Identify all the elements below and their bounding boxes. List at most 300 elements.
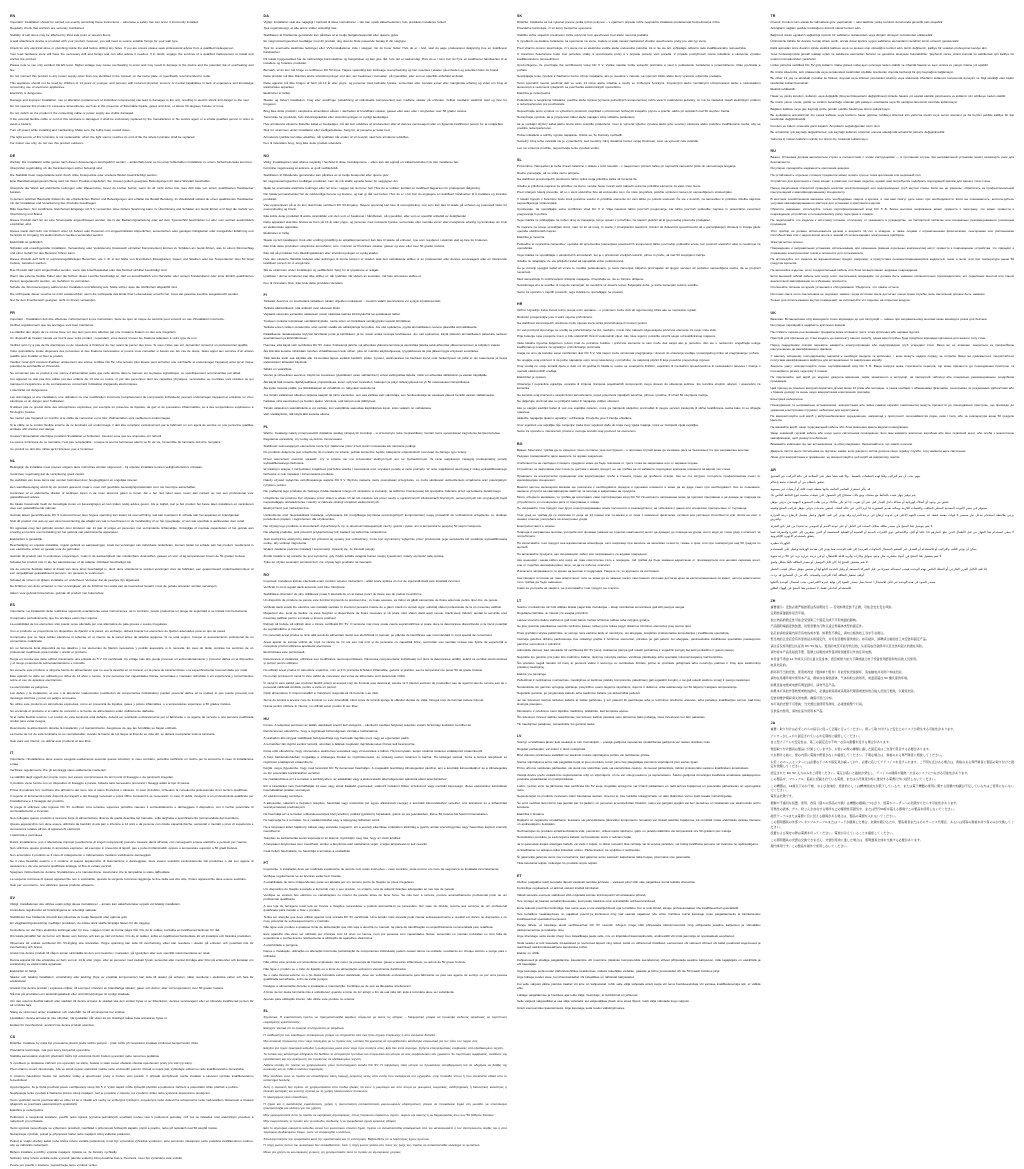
instruction-paragraph: Se il cavo flessibile esterno o il cordone di questo apparecchio di illuminazione è danneggiato, deve essere sostituito esclusivamente dal produttore o dal suo agente di assistenza o da una persona qualificata analoga, al fine di evitare pericoli. [10, 859, 254, 868]
instruction-paragraph: Cet appareil ne doit pas être utilisé par des enfants de 14 ans ou moins, ni par des personnes dont les capacités physiques, sensorielles ou mentales sont réduites ou qui manquent d'expérience et de connaissances concernant l'utilisation d'appareils électroniques. [10, 377, 254, 386]
instruction-paragraph: Sähkö on vaarallista. [263, 366, 293, 371]
instruction-paragraph: 重要提示：安装必须严格按照这些说明进行 — 否则如果安装不正确，可能会发生安全风险。 [770, 604, 895, 609]
instruction-paragraph: Your load hardware store will have the necessary drill and fixings and can offer advice if needed. If in doubt, engage the services of a qualified tradesperson to install and anchor the product. [10, 52, 254, 61]
instruction-paragraph: Important: Installation should be carried out exactly according these instructions – otherwise a safety risk can occur if incorrectly installed. [10, 19, 199, 24]
instruction-paragraph: 如果连接电缆或电源有明显损坏，请勿开启产品。 [770, 682, 838, 687]
instruction-paragraph: Não ligue o produto se o cabo de ligação ou a fonte de alimentação estiverem visivelmente danificados. [263, 966, 407, 971]
instruction-paragraph: В местном хозяйственном магазине есть необходимые свёрла и крепёж, и там вам смогут дать совет при необходимости. Если вы сомневаетесь, воспользуйтесь услугами квалифицированного мастера для установки и крепления изделия. [770, 196, 1014, 205]
instruction-paragraph: У вашому місцевому господарському магазині є необхідні свердла та кріплення, і вони можуть надати пораду за потреби. Якщо ви сумніваєтеся, скористайтеся послугами кваліфікованого майстра для встановлення та закріплення виробу. [770, 353, 1014, 362]
instruction-paragraph: Desconecte la alimentación durante la instalación y el mantenimiento. Asegúrese de que las bombillas se hayan enfriado. [10, 725, 178, 730]
instruction-paragraph: Kontrollera om det finns elektriska ledningar eller rör inne i väggen innan du borrar några hål. Om du är osäker, kontakta en kvalificerad fackman för råd. [10, 927, 221, 932]
instruction-paragraph: Μην ενεργοποιείτε το προϊόν εάν το καλώδιο σύνδεσης ή το τροφοδοτικό έχουν εμφανείς φθορές. [263, 1119, 397, 1124]
instruction-paragraph: Η σταθερότητα των ελεύθερων αντικειμένων μπορεί να επηρεαστεί από ένα τρίτο σημείο στερέωσης ή από ανώμαλα δάπεδα. [263, 1032, 436, 1037]
instruction-paragraph: Viktigt: Installationen ska utföras exakt enligt dessa instruktioner – annars kan säkerhetsrisker uppstå vid felaktig installation. [10, 901, 181, 906]
instruction-paragraph: Dieses Produkt darf nicht in explosionsgefährdeten Bereichen, wie z. B. in der Nähe von brennbaren Flüssigkeiten, Gasen und Stäuben oder bei Temperaturen über 50 Grad Celsius, betrieben werden. [10, 257, 254, 266]
instruction-paragraph: Ljuskällan i denna armatur är inte utbytbar; när ljuskällan når slutet av sin livslängd måste hela armaturen bytas ut. [10, 1016, 168, 1021]
instruction-paragraph: Fontos: A telepítést pontosan az alábbi utasítások szerint kell elvégezni – ellenkező esetben helytelen telepítés esetén biztonsági kockázat merülhet fel. [263, 722, 472, 727]
instruction-paragraph: Bu aydınlatma armatürünün dış esnek kablosu veya kordonu hasar görürse, tehlikeyi önlemek için yalnızca üretici veya servis acentesi ya da benzer şekilde kalifiye bir kişi tarafından değiştirilmelidir. [770, 113, 1014, 122]
instruction-paragraph: Als de externe flexibele kabel of draad van deze lamp beschadigd is, dient deze uitsluitend te worden vervangen door de fabrikant, een geautoriseerd onderhoudsmonteur of een vergelijkbaar gekwalificeerd persoon, om gevaren te voorkomen. [10, 566, 254, 576]
instruction-paragraph: Ak je vonkajší ohybný kábel alebo šnúra tohto svietidla poškodená, musí ju vymeniť výlučne výrobca alebo jeho servisný zástupca alebo podobne kvalifikovaná osoba, aby sa predišlo nebezpečenstvu. [517, 121, 761, 131]
instruction-paragraph: Tämän valaisimen valonlähdettä ei voi vaihtaa; kun valonlähde saavuttaa käyttöikänsä lopun, koko valaisin on vaihdettava. [263, 405, 432, 410]
instruction-paragraph: Перед свердлінням отворів перевірте наявність електропроводки або водопровідних труб усередині стіни. Якщо ви не впевнені, зверніться за професійною консультацією до кваліфікованого фахівця. [770, 342, 1014, 352]
instruction-paragraph: Isključite napajanje tijekom ugradnje i održavanja. Provjerite jesu li žarulje ohlađene. [517, 416, 633, 421]
instruction-paragraph: Non utilizzare questo prodotto in atmosfere esplosive, ad esempio in presenza di liquidi, gas e polveri infiammabili, oppure a temperature superiori a 50 gradi Celsius. [10, 846, 238, 851]
language-section-cs [10, 1035, 254, 1169]
instruction-paragraph: Spegnere l'alimentazione durante l'installazione e la manutenzione. Assicurarsi che le lampadine si siano raffreddate. [10, 870, 171, 875]
instruction-paragraph: Не підключайте цей виріб до жодного джерела живлення, окрім зазначеного в інструкції, на паспортній табличці або спеціально рекомендованого роздрібним продавцем. [770, 375, 1014, 384]
language-code: LT [517, 598, 522, 603]
instruction-paragraph: 损坏和不当的安装、使用或改装（更换单个组件）可能导致设备损坏，造成触电并对用户构成危险。 [770, 669, 905, 674]
instruction-paragraph: Redno preverjajte, ali so sidra varno pritrjena. [517, 170, 580, 175]
instruction-paragraph: Ne uključujte proizvod ako su priključni kabel ili napajanje vidljivo oštećeni. [517, 399, 620, 404]
instruction-paragraph: 損傷や不適切な設置、使用、改造（個々の部品の交換）は機器の損傷につながり、感電やユーザーへの危険をもたらす可能性があります。 [770, 800, 960, 805]
instruction-paragraph: In deinem örtlichen Baumarkt findest du die erforderlichen Bohrer und Befestigungen und erhältst bei Bedarf Beratung. Im Zweifelsfall solltest du einen qualifizierten Handwerker mit der Installation und Verankerung des Produkts beauftragen. [10, 196, 254, 205]
instruction-paragraph: Csak beltéri használatra, ne használja a terméket a szabadban. [263, 848, 351, 853]
instruction-paragraph: A eletricidade é perigosa. [263, 942, 299, 947]
instruction-paragraph: The light source of this luminaire is not replaceable; when the light source reaches its end of life the whole luminaire shall be replaced. [10, 134, 196, 139]
instruction-paragraph: Dette apparatet skal ikke brukes av barn på 14 år eller yngre, og personer med reduserte fysiske, sensoriske eller mentale evner eller manglende erfaring og kunnskap om bruk av elektroniske apparater. [263, 220, 507, 229]
instruction-paragraph: La sorgente luminosa di questo apparecchio non è sostituibile; quando la sorgente luminosa raggiunge la fine della sua vita utile, l'intero apparecchio deve essere sostituito. [10, 876, 247, 881]
instruction-paragraph: Nie używaj tego produktu w atmosferach wybuchowych, np. w obecności łatwopalnych cieczy, gazów i pyłów, ani w temperaturze powyżej 50 stopni Celsjusza. [263, 523, 482, 528]
language-code: NO [263, 153, 270, 158]
instruction-paragraph: Nu utilizați acest produs în atmosfere explozive, cum ar fi în prezența lichidelor inflamabile, gazelor și prafului, sau la temperaturi de peste 50 de grade Celsius. [263, 667, 483, 672]
instruction-paragraph: N'utilisez pas ce produit dans des atmosphères explosives, par exemple en présence de liquides, de gaz et de poussières inflammables, ou à des températures supérieures à 50 degrés Celsius. [10, 405, 254, 414]
instruction-paragraph: Questo apparecchio non deve essere utilizzato da bambini di età pari o inferiore a 14 anni e da persone con ridotte capacità fisiche, sensoriali o mentali o prive di esperienza e conoscenza relative all'uso di apparecchi elettronici. [10, 822, 254, 831]
instruction-paragraph: Poškodenie a nesprávna inštalácia, použitie alebo úprava (výmena jednotlivých komponentov) môžu viesť k poškodeniu jednotky, čo má za následok zásah elektrickým prúdom a nebezpečenstvo pre používateľa. [517, 97, 761, 107]
instruction-paragraph: Pravidelně kontrolujte, zda jsou kotvy bezpečně upevněné. [10, 1047, 91, 1052]
instruction-paragraph: Solo para uso interior, no utilizar este producto al aire libre. [10, 738, 92, 743]
instruction-paragraph: Не используйте это изделие во взрывоопасных средах, например, в присутствии легковоспламеняющихся жидкостей, газов и пыли, или при температуре выше 50 градусов Цельсия. [770, 257, 1014, 266]
instruction-paragraph: En vægmonteringsenhed medfølger med dit produkt, dog skal du finde passende beslag til din vægtype. [263, 39, 407, 44]
language-section-bg [517, 442, 761, 593]
instruction-paragraph: Urządzenie nie powinno być używane przez dzieci w wieku 14 lat lub młodsze ani przez osoby o ograniczonych zdolnościach fizycznych, sensorycznych lub umysłowych bądź nieposiadające doświadczenia i wiedzy w zakresie obsługi urządzeń elektronicznych. [263, 495, 507, 504]
instruction-paragraph: Kun til indendørs brug, brug ikke dette produkt udendørs. [263, 141, 343, 146]
instruction-paragraph: Nie podłączaj tego produktu do żadnego źródła zasilania innego niż określone w instrukcji, na tabliczce znamionowej lub specjalnie zalecane przez sprzedawcę detalicznego. [263, 489, 502, 493]
instruction-paragraph: Regularly check that anchors are securely maintained. [10, 26, 85, 31]
instruction-paragraph: Vigtigt: Installation skal ske nøjagtigt i henhold til disse instruktioner – der kan opstå sikkerhedsrisici, hvis produktet installeres forkert. [263, 19, 447, 24]
instruction-paragraph: Tärkeää: Asennus on suoritettava tarkalleen näiden ohjeiden mukaisesti – muutoin väärin asennettuna voi syntyä turvallisuusriski. [263, 299, 442, 304]
instruction-paragraph: Только для использования внутри помещений, не используйте это изделие на открытом воздухе. [770, 298, 911, 303]
instruction-paragraph: Повреждение и неправильная установка, использование или изменение (замена отдельных компонентов) могут привести к повреждению устройства, что приведёт к поражению электрическим током и опасности для пользователя. [770, 246, 1014, 255]
instruction-paragraph: Rendszeresen ellenőrizze, hogy a rögzítések biztonságosan vannak-e karbantartva. [263, 729, 379, 734]
instruction-paragraph: Dette apparat må ikke bruges af børn på 14 år eller yngre, og personer med nedsatte fysiske, sensoriske eller mentale evner eller manglende erfaring og viden om brug af elektroniske apparater. [263, 80, 507, 89]
instruction-paragraph: 重要：取り付けは必ずこれらの指示に従って正確に行ってください。誤って取り付けると安全上のリスクが発生する可能性があります。 [770, 727, 957, 732]
instruction-paragraph: Šī gaismekļa gaismas avots nav nomaināms; kad gaismas avots sasniedz kalpošanas laika beigas, jānomaina viss gaismeklis. [517, 854, 691, 859]
instruction-paragraph: Do not operate this product in excessive atmospheres, such as in the presence of flammable liquids, gases and dust, or above 50 degrees Celsius or more. [10, 104, 225, 109]
instruction-paragraph: Telepítés és karbantartás során kapcsolja ki az áramot. Győződjön meg róla, hogy az izzók lehűltek. [263, 835, 402, 840]
instruction-paragraph: Len na vnútorné použitie, nepoužívajte tento výrobok vonku. [517, 145, 600, 150]
instruction-paragraph: يتم توفير جهاز تثبيت بالحائط مع منتجك، ومع ذلك، ستحتاج إلى الحصول على تثبيتات مناسبة لنوع الحائط الخاص بك. [770, 493, 917, 498]
instruction-paragraph: Bağımsız duran eşyaların sağlamlığı üçüncü bir sabitleme noktasından veya düzgün olmayan zeminlerden etkilenebilir. [770, 32, 934, 37]
instruction-paragraph: Vauriot ja virheellinen asennus, käyttö tai muutokset (yksittäisten osien vaihtaminen) voivat vahingoittaa laitetta, mikä voi aiheuttaa sähköiskun ja vaaran käyttäjälle. [263, 373, 488, 378]
instruction-paragraph: Kahjustused ja ebaõige paigaldamine, kasutamine või muutmine (üksikute komponentide asendamine) võivad põhjustada seadme kahjustusi, mille tagajärjeks on elektrilöök ja oht kasutajale. [517, 957, 761, 967]
instruction-paragraph: Beschadiging en onjuiste installatie, onjuist gebruik en aanpassingen, zoals het vervangen van individuele onderdelen, kunnen leiden tot schade aan het product, resulterend in een elektrische schok en gevaar voor de gebruiker. [10, 543, 254, 552]
instruction-paragraph: Anslut inte denna produkt till någon annan strömkälla än den som beskrivs i manualen, på typskylten eller som specifikt rekommenderas av retail. [10, 951, 211, 956]
instruction-paragraph: Samo za uporabu u zatvorenom prostoru, nemojte koristiti ovaj proizvod na otvorenom. [517, 429, 637, 434]
language-section-zh [771, 599, 1015, 715]
instruction-paragraph: Vérifiez régulièrement que les ancrages sont bien maintenus. [10, 323, 95, 328]
instruction-paragraph: Ha a lámpatest külső hajlékony kábele vagy vezetéke megsérül, azt a veszély elkerülése érdekében kizárólag a gyártó, annak szervizügynöke vagy hasonlóan képzett személy cserélheti ki. [263, 824, 507, 834]
instruction-paragraph: Tarkista ennen reikien poraamista, ettei seinän sisällä ole sähköjohtoja tai putkia. Jos olet epävarma, pyydä ammattilaisen neuvoa pätevältä ammattilaiselta. [263, 325, 478, 330]
instruction-paragraph: أوقف تشغيل الطاقة أثناء التركيب والصيانة. تأكد من أن المصابيح قد بردت. [770, 573, 865, 578]
instruction-paragraph: Светлинният източник на това осветително тяло не може да се заменя; когато светлинният източник достигне края на експлоатационния си живот, цялото осветително тяло трябва да бъде заменено. [517, 575, 761, 584]
instruction-paragraph: لا تقم بتشغيل المنتج إذا كان كابل التوصيل أو مصدر الطاقة تالفًا بشكل واضح. [770, 560, 869, 565]
instruction-paragraph: Deteriorarea și instalarea, utilizarea sau modificarea necorespunzătoare (înlocuirea componentelor individuale) pot duce la deteriorarea unității, având ca rezultat electrocutarea și pericol pentru utilizator. [263, 656, 507, 666]
instruction-paragraph: Nur für den Innenbereich geeignet, nicht im Freien verwenden. [10, 298, 97, 303]
instruction-paragraph: Teie kohalikus rauakaupluses on vajalikud puurid ja kinnitused ning nad saavad vajadusel nõu anda. Kahtluse korral kasutage toote paigaldamiseks ja kinnitamiseks kvalifitseeritud spetsialisti teenuseid. [517, 912, 761, 921]
instruction-paragraph: Dieses Gerät darf nicht von Kindern unter 14 Jahren oder Personen mit eingeschränkten körperlichen, sensorischen oder geistigen Fähigkeiten oder mangelnder Erfahrung und Kenntnis im Umgang mit elektronischen Geräten verwendet werden. [10, 228, 254, 238]
instruction-paragraph: お近くのホームセンターには必要なドリルや固定具が揃っており、必要に応じてアドバイスを受けられます。ご不明な点がある場合は、資格のある専門業者に製品の取り付けと固定を依頼してください。 [770, 759, 1014, 769]
instruction-paragraph: Veuillez noter qu'il convient d'utiliser uniquement une entrée certifiée DC 5V. Une tension plus élevée peut entraîner une surchauffe et endommager l'appareil, ainsi qu'un risque potentiel de surchauffe et d'incendie. [10, 360, 254, 369]
instruction-paragraph: Стабилността на свободно стоящите предмети може да бъде повлияна от трета точка на закрепване или от неравни подове. [517, 460, 699, 465]
language-section-en [10, 14, 254, 148]
instruction-paragraph: Bu cihaz 14 yaş ve altındaki çocuklar ile fiziksel, duyusal veya zihinsel yetenekleri azalmış veya elektronik cihazların kullanımı konusunda deneyim ve bilgi eksikliği olan kişiler tarafından kullanılmamalıdır. [770, 76, 1014, 85]
instruction-paragraph: Ważne: Instalację należy przeprowadzić dokładnie według niniejszych instrukcji – w przeciwnym razie nieprawidłowy montaż może spowodować zagrożenie bezpieczeństwa. [263, 430, 501, 435]
instruction-paragraph: Αυτή η συσκευή δεν πρέπει να χρησιμοποιείται από παιδιά ηλικίας 14 ετών ή μικρότερα και από άτομα με μειωμένες σωματικές, αισθητηριακές ή διανοητικές ικανότητες ή έλλειψη εμπειρίας και γνώσης σχετικά με τη χρήση ηλεκτρονικών συσκευών. [263, 1084, 507, 1093]
instruction-paragraph: Na stabilnost prostostoječih predmetov lahko vpliva tretja pritrdilna točka ali neravna tla. [517, 177, 638, 182]
instruction-paragraph: 安装和维护期间请关闭电源。确保灯泡已冷却。 [770, 695, 835, 700]
instruction-paragraph: Pange tähele, et kasutage ainult sertifitseeritud DC 5V sisendit. Kõrgem pinge võib põhjustada ülekuumenemist ning põhjustada seadme kahjustusi ja võimalikku ülekuumenemise ja tulekahju ohtu. [517, 923, 761, 932]
instruction-paragraph: Ne csatlakoztassa ezt a terméket a kézikönyvben, az adattáblán vagy a kiskereskedő által kifejezetten ajánlottól eltérő áramforráshoz. [263, 777, 448, 782]
instruction-paragraph: Vær oppmerksom på at du kun skal bruke sertifisert DC 5V-inngang. Høyere spenning kan føre til overoppheting, noe som kan føre til skade på enheten og potensiell risiko for overoppheting og brann. [263, 203, 507, 212]
instruction-paragraph: 请勿在易爆环境中使用本产品，例如存在易燃液体、气体和粉尘的场所，或温度超过 50 摄氏度的环境。 [770, 676, 911, 681]
instruction-paragraph: Elektriciteit is gevaarlijk. [10, 536, 43, 541]
instruction-paragraph: アンカーがしっかり固定されているか定期的に確認してください。 [770, 733, 862, 738]
language-code: ZH [770, 598, 776, 603]
instruction-paragraph: Izdelka ne vklapljajte, če sta priključni kabel ali napajalnik vidno poškodovana. [517, 259, 625, 264]
column-4 [771, 14, 1015, 1014]
instruction-paragraph: 产品随附墙面安装装置，但您需要自行购买适合您墙体类型的固定件。 [770, 624, 865, 629]
instruction-paragraph: Należy używać wyłącznie certyfikowanego wejścia DC 5 V. Wyższe napięcie może powodować przegrzanie, co może skutkować uszkodzeniem urządzenia oraz potencjalnym ryzykiem pożaru. [263, 478, 507, 487]
instruction-paragraph: Вашият местен железарски магазин ще разполага с необходимите свредла и крепежни елементи и може да ви даде съвет при необходимост. Ако се съмнявате, наемете услугите на квалифициран майстор за монтаж и закрепване на продукта. [517, 484, 761, 493]
instruction-paragraph: Lūdzu, ņemiet vērā, ka jāizmanto tikai sertificēta DC 5V ieeja. Augstāks spriegums var izraisīt pārkaršanu un radīt ierīces bojājumus un potenciālu pārkaršanas un ugunsgrēka risku. [517, 783, 761, 792]
instruction-paragraph: Stabiliteten til frittstående gjenstander kan påvirkes av et tredje festepunkt eller ujevne gulv. [263, 172, 389, 177]
instruction-paragraph: Rețineți că trebuie să utilizați doar o intrare certificată DC 5V. O tensiune mai mare poate cauza supraîncălzirea și poate duce la deteriorarea dispozitivului și la riscul potențial de supraîncălzire și incendiu. [263, 622, 507, 631]
instruction-paragraph: Lütfen yalnızca sertifikalı DC 5V giriş kullanın. Daha yüksek voltaj aşırı ısınmaya neden olabilir ve cihazda hasara ve aşırı ısınma ve yangın riskine yol açabilir. [770, 63, 989, 68]
instruction-paragraph: لا تقم بتوصيل هذا المنتج بأي مصدر طاقة بخلاف المحدد في الدليل أو على لوحة الاسم أو الموصى به تحديدًا من قبل بائع التجزئة. [770, 523, 934, 528]
instruction-paragraph: Opriți alimentarea în timpul instalării și întreținerii. Asigurați-vă că becurile s-au răcit. [263, 691, 379, 696]
instruction-paragraph: Te naprave ne smejo uporabljati otroci, stari 14 let ali manj, in osebe z zmanjšanimi telesnimi, čutnimi ali duševnimi sposobnostmi ali s pomanjkanjem izkušenj in znanja glede uporabe elektronskih naprav. [517, 224, 761, 233]
instruction-paragraph: Jos tämän valaisimen ulkoinen taipuisa kaapeli tai johto vaurioituu, sen saa vaihtaa vain valmistaja, sen huoltoedustaja tai vastaava pätevä henkilö vaaran välttämiseksi. [263, 392, 495, 397]
instruction-paragraph: Überprüfen regelmäßig, ob die Verankerungen sicher befestigt sind. [10, 166, 103, 171]
instruction-paragraph: Lyskilden i denne armaturen kan ikke skiftes ut; når lyskilden når slutten av levetiden, må hele armaturen skiftes ut. [263, 274, 422, 279]
instruction-paragraph: La stabilité des objets de ce même fixée sur des tiers peut être affectée par une troisième fixation ou des sols irréguliers. [10, 329, 177, 334]
instruction-paragraph: La fuente de luz de esta luminaria no es reemplazable; cuando la fuente de luz llegue al final de su vida útil, se deberá reemplazar toda la luminaria. [10, 732, 216, 737]
instruction-paragraph: Si le câble ou le cordon flexible externe de ce luminaire est endommagé, il doit être remplacé exclusivement par le fabricant ou son agent de service ou une personne qualifiée similaire afin d'éviter tout danger. [10, 422, 254, 432]
instruction-paragraph: 本灯具的光源不可更换；当光源达到使用寿命时，必须更换整个灯具。 [770, 702, 865, 707]
instruction-paragraph: Bu ürünü kılavuzda, isim plakasında veya perakendeci tarafından özellikle önerilenler dışında herhangi bir güç kaynağına bağlamayın. [770, 69, 955, 74]
language-section-sk [517, 14, 761, 152]
instruction-paragraph: Do produktu dołączone jest urządzenie do montażu na ścianie, jednak konieczne będzie zakupienie odpowiednich mocowań do danego typu ściany. [263, 450, 467, 455]
instruction-paragraph: Ne kapcsolja be a terméket, ha a csatlakozókábel vagy a tápegység láthatóan sérült. [263, 818, 381, 823]
instruction-paragraph: Stabilitu voľne stojacich predmetov môže ovplyvniť tretí upevňovací bod alebo nerovná podlaha. [517, 32, 649, 37]
instruction-paragraph: Använd inte denna produkt i explosiva miljöer, till exempel i närvaro av brandfarliga vätskor, gaser och damm, eller vid temperaturer över 50 grader Celsius. [10, 985, 225, 990]
instruction-paragraph: L'électricité est dangereuse. [10, 388, 49, 393]
instruction-paragraph: Coupez l'alimentation électrique pendant l'installation et l'entretien. Assurez-vous que les ampoules ont refroidi. [10, 433, 163, 438]
instruction-paragraph: Samo za uporabo v zaprtih prostorih, tega izdelka ne uporabljajte na prostem. [517, 289, 625, 294]
instruction-paragraph: На устойчивость отдельно стоящих предметов может влиять третья точка крепления или неровный пол. [770, 172, 922, 177]
language-code: PT [263, 861, 269, 866]
instruction-paragraph: Electricity is dangerous. [10, 91, 43, 96]
instruction-paragraph: تحقق بانتظام من أن المثبتات مثبتة بإحكام. [770, 480, 825, 485]
instruction-paragraph: Turn off power while installing and maintaining. Make sure the bulbs have cooled down. [10, 128, 131, 133]
column-2 [263, 14, 508, 1154]
instruction-paragraph: Sursa de lumină a acestui corp de iluminat nu este înlocuibilă; când sursa de lumină ajunge la sfârșitul duratei de viață, întregul corp de iluminat trebuie înlocuit. [263, 697, 484, 702]
instruction-paragraph: Nie włączaj produktu, jeśli przewód przyłączeniowy lub zasilacz są widocznie uszkodzone. [263, 530, 388, 535]
instruction-paragraph: Устройство для крепления к стене входит в комплект поставки изделия, однако вам потребуется подобрать подходящий крепёж для вашего типа стены. [770, 179, 991, 184]
instruction-paragraph: Tätä laitetta eivät saa käyttää alle 14-vuotiaat lapset eivätkä henkilöt, joiden fyysiset, aistinvaraiset tai henkiset kyvyt ovat heikentyneet tai joilla ei ole kokemusta ja tietoa elektronisten laitteiden käytöstä. [263, 355, 507, 365]
instruction-paragraph: Älä kytke tuotetta päälle, jos liitäntäkaapeli tai virtalähde on näkyvästi vaurioitunut. [263, 386, 377, 391]
instruction-paragraph: Elektrina je nebezpečná. [517, 91, 551, 96]
instruction-paragraph: Viktig: Installasjonen skal utføres nøyaktig i henhold til disse instruksjonene – ellers kan det oppstå en sikkerhetsrisiko hvis den installeres feil. [263, 159, 459, 164]
instruction-paragraph: Apenas para utilização interior, não utilize este produto no exterior. [263, 996, 356, 1001]
instruction-paragraph: Sluk for strømmen under installation eller vedligeholdelse. Sørg for, at pærerne er kølet ned. [263, 128, 391, 133]
instruction-paragraph: Reguliariai tikrinkite, ar inkarai yra saugiai pritvirtinti. [517, 611, 589, 616]
instruction-paragraph: Bağlantı kablosu veya güç kaynağı gözle görülür şekilde hasarlıysa ürünü çalıştırmayın. [770, 106, 891, 111]
instruction-paragraph: No encienda el producto si el cable de conexión o la fuente de alimentación están visiblemente dañados. [10, 708, 155, 713]
language-code: FR [10, 310, 15, 315]
instruction-paragraph: De lichtbron van deze armatuur is niet vervangbaar; als de lichtbron het einde van de levensduur bereikt, moet de gehele armatuur worden vervangen. [10, 584, 218, 589]
instruction-paragraph: Pred vrtanjem lukenj preverite, ali so v steni električne žice ali vodovodne cevi. Če niste prepričani, poiščite strokovni nasvet pri usposobljenem strokovnjaku. [517, 190, 733, 195]
instruction-paragraph: Svarbu: montavimas turi būti atliktas tiksliai pagal šias instrukcijas – kitaip netinkamai sumontavus gali kilti pavojus saugai. [517, 604, 685, 609]
instruction-paragraph: 自立型アイテムの安定性は、第三の固定点や不均一な床の影響を受ける場合があります。 [770, 740, 892, 745]
instruction-paragraph: Wyłącz zasilanie podczas instalacji i konserwacji. Upewnij się, że żarówki ostygły. [263, 547, 376, 552]
language-section-lt [517, 599, 761, 728]
instruction-paragraph: Ikke bruk dette produktet i eksplosive atmosfærer, som i nærvær av brennbare væsker, gasser og støv, eller over 50 grader Celsius. [263, 244, 446, 249]
instruction-paragraph: Este aparato no debe ser utilizado por niños de 14 años o menos, ni por personas con capacidades físicas, sensoriales o mentales reducidas o sin experiencia y conocimientos sobre el uso de aparatos electrónicos. [10, 674, 254, 683]
language-code: BG [517, 441, 523, 446]
instruction-paragraph: Ne spajajte ovaj proizvod ni na jedno napajanje osim onog navedenog u priručniku, na natpisnoj pločici ili koje posebno preporučuje trgovac. [517, 357, 711, 362]
instruction-paragraph: L'elettricità è pericolosa. [10, 833, 43, 838]
language-section-ar [771, 468, 1015, 593]
instruction-paragraph: 接続ケーブルまたは電源に目に見える損傷がある場合は、製品の電源を入れないでください。 [770, 813, 899, 818]
instruction-paragraph: Importante: l'installazione deve essere eseguita esattamente secondo queste istruzioni; in caso contrario, potrebbe verificarsi un rischio per la sicurezza in caso di installazione errata. [10, 757, 254, 766]
instruction-paragraph: Този уред не трябва да се използва от деца на 14 години или по-малки и от лица с намалени физически, сетивни или умствени способности или липса на опит и знания относно употребата на електронни уреди. [517, 512, 761, 522]
instruction-paragraph: Armaturets lyskilde kan ikke udskiftes; når lyskilden når enden af sin levetid, skal hele armaturet udskiftes. [263, 134, 410, 139]
language-section-uk [771, 311, 1015, 462]
instruction-paragraph: Не включвайте продукта, ако свързващият кабел или захранването са видимо повредени. [517, 551, 648, 556]
instruction-paragraph: Ο ηλεκτρισμός είναι επικίνδυνος. [263, 1095, 309, 1100]
instruction-paragraph: Die Lichtquelle dieser Leuchte ist nicht austauschbar; wenn die Lichtquelle das Ende ihrer Lebensdauer erreicht hat, muss die gesamte Leuchte ausgetauscht werden. [10, 291, 239, 296]
instruction-paragraph: Dit lokale byggemarked har de nødvendige boremaskiner og fastgørelser og kan give råd, hvis det er nødvendigt. Hvis du er i tvivl, bør du hyre en kvalificeret håndværker til at installere og forankre produktet. [263, 56, 507, 66]
instruction-paragraph: A termékhez fali rögzítő eszköz tartozik, azonban a falának megfelelő rögzítőelemeket Önnek kell beszereznie. [263, 742, 416, 747]
instruction-paragraph: Не вмикайте виріб, якщо з'єднувальний кабель або блок живлення мають видимі пошкодження. [770, 424, 909, 429]
language-section-pl [264, 425, 508, 567]
instruction-paragraph: Não ligue este produto a qualquer fonte de alimentação que não seja a descrita no manual, na placa de identificação ou especificamente recomendada pelo retalhista. [263, 925, 494, 930]
instruction-paragraph: Якщо зовнішній гнучкий кабель або шнур цього світильника пошкоджено, його має замінити виключно виробник або його сервісний агент, або особа з аналогічною кваліфікацією, щоб уникнути небезпеки. [770, 431, 1014, 440]
instruction-paragraph: Електрика небезпечна. [770, 396, 804, 401]
instruction-paragraph: 您当地的五金店会有所需的钻头和固定件，并可在需要时提供建议。如有疑问，请聘请合格的技工来安装和固定产品。 [770, 637, 929, 642]
instruction-paragraph: Kui selle valgusti väline painduv kaabel või juhe on kahjustatud, tohib selle välja vahetada ainult tootja või tema hooldusesindaja või sarnase kvalifikatsiooniga isik, et vältida ohtu. [517, 981, 761, 991]
instruction-paragraph: Důležité: Instalace by měla být provedena přesně podle těchto pokynů – jinak může při nesprávné instalaci vzniknout bezpečnostní riziko. [10, 1041, 200, 1046]
instruction-paragraph: Ja šī gaismekļa ārējais elastīgais kabelis vai vads ir bojāts, to drīkst nomainīt tikai ražotājs vai tā servisa pārstāvis, vai līdzīgi kvalificēta persona, lai izvairītos no apdraudējuma. [517, 841, 759, 846]
instruction-paragraph: Älä käytä tätä tuotetta räjähdysalttiissa ympäristöissä, kuten syttyvien nesteiden, kaasujen ja pölyn läheisyydessä tai yli 50 celsiusasteen lämpötiloissa. [263, 379, 471, 384]
instruction-paragraph: مصدر الضوء في هذه الوحدة غير قابل للاستبدال؛ عندما يصل مصدر الضوء إلى نهاية عمره الافتراضي، يجب استبدال الوحدة بأكملها. [770, 579, 937, 584]
instruction-paragraph: Ikke koble dette produktet til andre strømkilder enn den som er beskrevet i håndboken, på typeskiltet, eller som er spesifikt anbefalt av detaljhandel. [263, 213, 467, 218]
instruction-paragraph: Elektricitet je opasan. [517, 375, 547, 380]
instruction-paragraph: Jeśli zewnętrzny elastyczny kabel lub przewód tej oprawy jest uszkodzony, może być wymieniony wyłącznie przez producenta, jego serwisanta lub podobnie wykwalifikowaną osobę, aby uniknąć zagrożenia. [263, 536, 507, 545]
instruction-paragraph: Tuotteen mukana toimitetaan seinäkiinnityslaite, mutta sinun on hankittava seinätyyppiisi sopivat kiinnikkeet. [263, 318, 412, 323]
instruction-paragraph: W lokalnym sklepie z narzędziami znajdziesz potrzebne wiertła i mocowania oraz uzyskasz poradę w razie potrzeby. W razie wątpliwości skorzystaj z usług wykwalifikowanego fachowca w celu instalacji i zamocowania produktu. [263, 467, 507, 476]
instruction-paragraph: Šio šviestuvo šviesos šaltinis nekeičiamas; kai šviesos šaltinis pasiekia savo tarnavimo laiko pabaigą, visas šviestuvas turi būti pakeistas. [517, 715, 706, 720]
instruction-paragraph: Ärge kasutage seda toodet plahvatusohtlikus keskkonnas, näiteks tuleohtlike vedelike, gaaside ja tolmu juuresolekul või üle 50 kraadi Celsiuse järgi. [517, 968, 721, 973]
instruction-paragraph: سيتوفر في متجر الأدوات المعدنية المحلي المثاقب والتثبيتات اللازمة ويمكنه تقديم المشورة إذا لزم الأمر. في حالة الشك، استعن بخدمات حرفي مؤهل لتركيب المنتج وتثبيته. [770, 506, 989, 511]
instruction-paragraph: Na stabilnost samostojećih predmeta može utjecati treća točka pričvršćivanja ili neravni podovi. [517, 321, 648, 326]
instruction-paragraph: S výrobkom sa dodáva zariadenie na upevnenie na stenu, budete si však musieť zaobstarať vhodné upevňovacie prvky pre váš typ steny. [517, 39, 707, 44]
instruction-paragraph: En veggmonteringsenhet medfølger produktet, men du må skaffe egnede fester for veggtypen din. [263, 179, 399, 184]
instruction-paragraph: Izvor svjetlosti ove svjetiljke nije zamjenjiv; kada izvor svjetlosti dođe do kraja svog vijeka trajanja, mora se zamijeniti cijela svjetiljka. [517, 422, 699, 427]
instruction-paragraph: Před vrtáním otvorů zkontrolujte, zda ve stěně nejsou elektrické vodiče nebo vodovodní potrubí. Pokud si nejste jisti, vyhledejte odbornou radu kvalifikovaného řemeslníka. [10, 1067, 245, 1072]
instruction-paragraph: Uszkodzenie oraz nieprawidłowa instalacja, użytkowanie lub modyfikacja (wymiana poszczególnych komponentów) mogą prowadzić do uszkodzenia urządzenia, co skutkuje porażeniem prądem i zagrożeniem dla użytkownika. [263, 512, 507, 522]
instruction-paragraph: Atkreipkite dėmesį, kad naudokite tik sertifikuotą DC 5V įvestį. Aukštesnė įtampa gali sukelti perkaitimą ir sugadinti įrenginį bei kelti perkaitimo ir gaisro pavojų. [517, 648, 735, 653]
instruction-paragraph: Endast för inomhusbruk, använd inte denna produkt utomhus. [10, 1022, 95, 1027]
instruction-paragraph: Do not connect this product to any power supply other than one identified in the manual, on the name plate, or specifically recommended to retail. [10, 74, 211, 79]
instruction-paragraph: Izdelku je priložena naprava za pritrditev na steno, vendar boste morali sami nabaviti ustrezne pritrdilne elemente za vašo vrsto stene. [517, 183, 702, 188]
instruction-paragraph: Пристрій для кріплення до стіни входить до комплекту вашого виробу, однак вам потрібно буде придбати відповідні кріплення для вашого типу стіни. [770, 336, 986, 341]
instruction-paragraph: Redovito provjeravajte jesu li sidra sigurno pričvršćena. [517, 314, 593, 319]
instruction-paragraph: Damage and improper installation, use or alteration (replacement of individual components) can lead to damages to the unit, resulting in electric shock and danger to the user. [10, 97, 250, 102]
instruction-paragraph: Alleen voor gebruik binnenshuis, gebruik dit product niet buitenshuis. [10, 590, 105, 595]
instruction-paragraph: Σημαντικό: Η εγκατάσταση πρέπει να πραγματοποιηθεί ακριβώς σύμφωνα με αυτές τις οδηγίες – διαφορετικά μπορεί να προκύψει κίνδυνος ασφάλειας σε περίπτωση εσφαλμένης εγκατάστασης. [263, 1015, 507, 1024]
instruction-paragraph: Лише для використання в приміщенні, не використовуйте цей виріб на відкритому повітрі. [770, 455, 901, 460]
instruction-paragraph: Solo per uso interno, non utilizzare questo prodotto all'aperto. [10, 883, 95, 888]
instruction-paragraph: Prije bušenja rupa provjerite ima li u zidu električnih žica ili vodovodnih cijevi. Ako niste sigurni, potražite stručni savjet od kvalificiranog majstora. [517, 334, 716, 339]
instruction-paragraph: Моля, обърнете внимание, че трябва да използвате само сертифициран вход DC 5V. По-високото напрежение може да причини прегряване и да доведе до повреда на устройството и потенциален риск от прегряване и пожар. [517, 495, 761, 504]
instruction-paragraph: Ezt a készüléket nem használhatják 14 éves vagy annál fiatalabb gyermekek, valamint csökkent fizikai, érzékszervi vagy mentális képességű, illetve elektronikus készülékek használatában járatlan személyek. [263, 783, 507, 792]
instruction-paragraph: Magazinul dvs. local de fierărie va avea burghiul și dispozitivele de fixare necesare și vă poate oferi sfaturi dacă aveți nevoie. Dacă aveți îndoieli, apelați la serviciile unui meseriaș calificat pentru a instala și ancora produsul. [263, 611, 507, 620]
instruction-paragraph: Tenha em atenção que deve utilizar apenas uma entrada DC 5V certificada. Uma tensão mais elevada pode causar sobreaquecimento e resultar em danos no dispositivo e no risco potencial de sobreaquecimento e incêndio. [263, 914, 507, 923]
instruction-paragraph: Prima di praticare fori, verificare che all'interno del muro non vi siano fili elettrici o tubature. In caso di dubbio, richiedere la consulenza professionale di un tecnico qualificato. [10, 787, 249, 792]
instruction-paragraph: Kontrollige regulaarselt, et ankrud oleksid kindlalt kinnitatud. [517, 886, 600, 891]
instruction-paragraph: Az elektromosság veszélyes. [263, 794, 304, 799]
instruction-paragraph: Votre quincaillerie locale disposera des perceuses et des fixations nécessaires et pourra vous conseiller si besoin est. En cas de doute, faites appel aux services d'un artisan qualifié pour installer et fixer le produit. [10, 349, 254, 358]
instruction-paragraph: Nu porniți produsul în cazul în care cablul de conectare sau sursa de alimentare sunt deteriorate vizibil. [263, 674, 406, 679]
instruction-paragraph: Non accendere il prodotto se il cavo di collegamento o l'alimentatore risultano visibilmente danneggiati. [10, 852, 152, 857]
instruction-paragraph: 屋内専用です。この製品を屋外で使用しないでください。 [770, 844, 850, 849]
column-3 [517, 14, 761, 1014]
instruction-paragraph: Elektrizität ist gefährlich. [10, 239, 44, 244]
instruction-paragraph: No conecte este producto a ninguna fuente de alimentación que no sea la descrita en el manual, en la placa de características o la específicamente recomendada por retail. [10, 667, 248, 672]
language-code: NL [10, 459, 15, 464]
instruction-paragraph: Ne koristite ovaj proizvod u eksplozivnim atmosferama, poput prisutnosti zapaljivih tekućina, plinova i prašine, ili iznad 50 stupnjeva Celzija. [517, 392, 709, 397]
instruction-paragraph: Vietinėje geležies dirbinių parduotuvėje bus reikalingi grąžtai ir tvirtinimo elementai, prireikus jie gali patarti. Jei abejojate, pasinaudokite kvalifikuoto specialisto paslaugomis gaminiui sumontuoti ir pritvirtinti. [517, 637, 761, 646]
language-code: CS [10, 1035, 16, 1040]
instruction-paragraph: Stabiliteten af fritstående genstande kan påvirkes af et tredje fastgørelsespunkt eller ujævne gulve. [263, 32, 400, 37]
instruction-paragraph: قد يتأثر استقرار العناصر القائمة بذاتها بنقطة تثبيت ثالثة أو أرضيات غير مستوية. [770, 486, 872, 491]
instruction-paragraph: Verificare regolarmente che gli ancoraggi siano saldamente mantenuti. [10, 768, 107, 773]
instruction-paragraph: Vietējā dzelzs preču veikalā būs nepieciešamie urbji un stiprinājumi, un tie var sniegt padomu, ja nepieciešams. Šaubu gadījumā izmantojiet kvalificēta amatnieka pakalpojumus produkta uzstādīšanai un nostiprināšanai. [517, 772, 761, 782]
language-code: DA [263, 14, 269, 18]
instruction-paragraph: Vabalt seisvate esemete stabiilsust võib mõjutada kolmas kinnituspunkt või ebatasane põrand. [517, 892, 647, 897]
instruction-paragraph: Tikai lietošanai telpās, nelietojiet šo produktu ārpus telpām. [517, 861, 599, 866]
instruction-paragraph: En väggfästningsanordning medföljer produkten, du måste dock skaffa lämpliga fästen för din väggtyp. [10, 921, 151, 926]
instruction-paragraph: Danos e instalação, utilização ou alteração incorretas (substituição de componentes individuais) podem causar danos na unidade, resultando em choque elétrico e perigo para o utilizador. [263, 949, 507, 958]
instruction-paragraph: Si prega di utilizzare solo ingressi DC 5V certificati. Una tensione superiore potrebbe causare il surriscaldamento e danneggiare il dispositivo, con il rischio potenziale di surriscaldamento e incendio. [10, 805, 254, 814]
instruction-paragraph: V miestnom železiarstve budú mať potrebné vrtáky a upevňovacie prvky a v prípade potreby vám poradia. V prípade pochybností zverte inštaláciu a ukotvenie výrobku kvalifikovanému remeselníkovi. [517, 52, 761, 61]
instruction-paragraph: Pouze pro použití v interiéru, nepoužívejte tento výrobek venku. [10, 1162, 98, 1167]
instruction-paragraph: Počas inštalácie a údržby vypnite napájanie. Uistite sa, že žiarovky vychladli. [517, 132, 623, 137]
instruction-paragraph: 独立物品的稳定性可能会受到第三个固定点或不平坦地面的影响。 [770, 617, 859, 622]
instruction-paragraph: Не включайте изделие, если соединительный кабель или блок питания имеют видимые повреждения. [770, 267, 919, 272]
instruction-paragraph: Do not switch on the product if the connecting cable or power supply are visible damaged. [10, 110, 135, 115]
language-section-ro [264, 573, 508, 711]
instruction-paragraph: 定期检查锚固件是否牢固。 [770, 611, 808, 616]
language-section-sv [10, 896, 254, 1030]
instruction-paragraph: Μόνο για χρήση σε εσωτερικούς χώρους, μη χρησιμοποιείτε αυτό το προϊόν σε εξωτερικούς χώρους. [263, 1149, 402, 1154]
instruction-paragraph: 钻孔前请检查墙内是否有电线或水管。如果您不确定，请向合格的技工寻求专业建议。 [770, 630, 887, 635]
instruction-paragraph: Εάν το εξωτερικό εύκαμπτο καλώδιο αυτού του φωτιστικού υποστεί ζημιά, πρέπει να αντικατασταθεί αποκλειστικά από τον κατασκευαστή ή τον αντιπρόσωπο σέρβις του ή από παρόμοια εξειδικευμένο άτομο, ώστε να αποφευχθεί ο κίνδυνος. [263, 1125, 507, 1135]
instruction-paragraph: Danni, installazione, uso o alterazione impropri (sostituzione di singoli componenti) possono causare danni all'unità, con conseguenti scosse elettriche e pericolo per l'utente. [10, 839, 248, 844]
instruction-paragraph: Pravidelne kontrolujte, či sú kotvy bezpečne upevnené. [517, 26, 593, 31]
language-code: HR [517, 302, 523, 307]
instruction-paragraph: Nepievienojiet šo produktu nevienam citam barošanas avotam, izņemot to, kas norādīts rokasgrāmatā, uz datu plāksnītes vai ko īpaši iesaka mazumtirgotājs. [517, 794, 733, 799]
instruction-paragraph: Μην χρησιμοποιείτε αυτό το προϊόν σε εκρηκτικές ατμόσφαιρες, όπως παρουσία εύφλεκτων υγρών, αερίων και σκόνης ή σε θερμοκρασίες άνω των 50 βαθμών Κελσίου. [263, 1112, 495, 1117]
language-code: IT [10, 751, 14, 756]
instruction-paragraph: Изключете захранването по време на монтаж и поддръжка. Уверете се, че крушките са изстинали. [517, 569, 660, 573]
instruction-paragraph: A wall attachment device is provided with your product, however, you will need to source suitable fixings for your wall type. [10, 39, 179, 44]
language-section-da [264, 14, 508, 148]
instruction-paragraph: Verifique se existem fios elétricos ou canalizações no interior da parede antes de fazer furos. Se não tiver a certeza, procure aconselhamento profissional junto de um profissional qualificado. [263, 893, 507, 902]
language-code: LV [517, 734, 522, 739]
language-section-no [264, 154, 508, 288]
instruction-paragraph: Kontroller regelmessig at ankrene er godt vedlikeholdt. [263, 166, 339, 171]
instruction-paragraph: Paikallisesta rautakaupasta löytyvät tarvittavat porat ja kiinnikkeet, ja he voivat antaa neuvoja tarvittaessa. Jos olet epävarma, käytä pätevän ammattilaisen palveluita tuotteen asentamiseen ja kiinnittämiseen. [263, 331, 507, 341]
instruction-paragraph: 壁面取り付け器具は製品に付属していますが、お使いの壁の種類に適した固定具はご自身で用意する必要があります。 [770, 746, 932, 751]
language-code: HU [263, 716, 269, 721]
instruction-paragraph: Compruebe que no haya cables eléctricos ni tuberías en el interior de la pared antes de taladrar agujeros. Si no está seguro, busque el asesoramiento profesional de un comerciante cualificado. [10, 635, 254, 644]
instruction-paragraph: Lülitage paigaldamise ja hoolduse ajal toide välja. Veenduge, et lambipirnid on jahtunud. [517, 992, 639, 997]
instruction-paragraph: 可燃性の液体、ガス、粉じんが存在する場所などの爆発性雰囲気中、または摂氏50度を超える環境でこの製品を使用しないでください。 [770, 807, 957, 812]
instruction-paragraph: Il negozio di ferramenta locale disporrà dei trapani e dei fissaggi necessari e potrà offrire consulenza se necessario. In caso di dubbi, rivolgersi a un professionista qualificato per l'installazione e il fissaggio del prodotto. [10, 794, 254, 803]
instruction-paragraph: Ako je vanjski savitljivi kabel ili vod ove svjetiljke oštećen, mora ga zamijeniti isključivo proizvođač ili njegov servisni zastupnik ili slično kvalificirana osoba kako bi se izbjegla opasnost. [517, 405, 761, 414]
instruction-paragraph: Brīvi stāvošu priekšmetu stabilitāti var ietekmēt trešais stiprinājuma punkts vai nelīdzenas grīdas. [517, 753, 650, 758]
instruction-paragraph: Важливо: Встановлення слід виконувати точно відповідно до цих інструкцій — інакше при неправильному монтажі може виникнути ризик для безпеки. [770, 316, 988, 321]
language-section-sl [517, 158, 761, 296]
instruction-paragraph: Electricitatea este periculoasă. [263, 650, 306, 655]
instruction-paragraph: Oštećenje i nepravilna ugradnja, uporaba ili izmjena (zamjena pojedinačnih komponenti) mogu dovesti do oštećenja jedinice, što rezultira strujnim udarom i opasnošću za korisnika. [517, 381, 761, 391]
instruction-paragraph: Fúrás előtt ellenőrizze, hogy nincsenek-e elektromos vezetékek vagy vízvezetékek a falban. Ha bizonytalan, kérjen szakmai tanácsot szakképzett szakembertől. [263, 748, 483, 753]
language-code: RO [263, 572, 270, 577]
instruction-paragraph: Само за употреба на закрито, не използвайте този продукт на открито. [517, 586, 620, 591]
instruction-paragraph: A lámpatest fényforrása nem cserélhető; amikor a fényforrás eléri élettartama végét, a teljes lámpatestet ki kell cserélni. [263, 842, 428, 847]
instruction-paragraph: Nu conectați acest produs la nicio altă sursă de alimentare decât cea identificată în manual, pe plăcuța de identificare sau recomandată în mod special de comerciant. [263, 633, 493, 638]
instruction-paragraph: Nepripájajte tento výrobok k žiadnemu inému zdroju napájania, ako je uvedené v návode, na typovom štítku alebo ktorý výslovne odporúča predajca. [517, 74, 722, 79]
instruction-paragraph: Katkaise virta asennuksen ja huollon ajaksi. Varmista, että lamput ovat jäähtyneet. [263, 399, 377, 404]
instruction-paragraph: Ne mettez pas l'appareil en marche si le câble de connexion ou le bloc d'alimentation sont visiblement endommagés. [10, 416, 171, 421]
instruction-paragraph: Nezapínejte výrobek, pokud je připojovací kabel nebo napájecí zdroj viditelně poškozen. [10, 1132, 131, 1137]
instruction-paragraph: Elektra yra pavojinga. [517, 671, 547, 676]
instruction-paragraph: Huomaa, että käytä vain sertifioitua DC 5V -tuloa. Korkeampi jännite voi aiheuttaa ylikuumenemista ja vaurioittaa laitetta sekä aiheuttaa ylikuumenemisen ja tulipalon vaaran. [263, 342, 501, 347]
instruction-paragraph: Los daños y la instalación, el uso o la alteración inadecuados (sustitución de componentes individuales) pueden provocar daños en la unidad, lo que puede provocar una descarga eléctrica y poner en peligro al usuario. [10, 691, 254, 700]
instruction-paragraph: Stabilita samostatně stojících předmětů může být ovlivněna třetím bodem upevnění nebo nerovnou podlahou. [10, 1054, 161, 1059]
instruction-paragraph: Электричество опасно. [770, 239, 804, 244]
instruction-paragraph: 请注意仅使用经过认证的 DC 5V 输入。更高的电压可能导致过热，从而造成设备损坏以及过热和起火的潜在风险。 [770, 643, 925, 648]
instruction-paragraph: A szabadon álló tárgyak stabilitását befolyásolhatja egy harmadik rögzítési pont vagy az egyenetlen padló. [263, 735, 410, 740]
instruction-paragraph: Important : l'installation doit être effectuée conformément à ces instructions, faute de quoi un risque de sécurité peut survenir en cas d'installation incorrecte. [10, 316, 225, 321]
instruction-paragraph: La electricidad es peligrosa. [10, 684, 49, 689]
instruction-paragraph: Poškození a nesprávná instalace, použití nebo úprava (výměna jednotlivých součástí) mohou vést k poškození jednotky, což má za následek úraz elektrickým proudem a nebezpečí pro uživatele. [10, 1114, 254, 1124]
instruction-paragraph: Sienas stiprinājuma ierīce tiek piegādāta kopā ar jūsu produktu, tomēr jums būs jāiegādājas piemēroti stiprinājumi jūsu sienas tipam. [517, 759, 699, 764]
instruction-paragraph: Il prodotto viene fornito con un dispositivo di fissaggio a parete, tuttavia sarà necessario procurarsi i fissaggi adatti al tipo di parete. [10, 781, 191, 786]
instruction-paragraph: Não utilize este produto em atmosferas explosivas, tais como na presença de líquidos, gases e poeiras inflamáveis, ou acima de 50 graus Celsius. [263, 960, 466, 965]
instruction-paragraph: Vérifiez qu'il n'y a pas de fils électriques ou de tuyauterie à l'intérieur du mur avant de percer des trous. Si vous n'êtes pas sûr, demandez conseil à un professionnel qualifié. [10, 342, 249, 347]
instruction-paragraph: Зверніть увагу: використовуйте лише сертифікований вхід DC 5 В. Вища напруга може спричинити перегрів, що може призвести до пошкодження пристрою та потенційного ризику перегріву й пожежі. [770, 364, 1014, 373]
instruction-paragraph: Con el producto se proporciona un dispositivo de fijación a la pared, sin embargo, deberá buscar los elementos de fijación adecuados para su tipo de pared. [10, 628, 226, 633]
instruction-paragraph: Su jūsų gaminiu pateikiamas sieninis tvirtinimo įtaisas, tačiau jums reikės įsigyti tinkamus tvirtinimo elementus jūsų sienos tipui. [517, 624, 692, 629]
instruction-paragraph: Önemli: Kurulum tam olarak bu talimatlara göre yapılmalıdır – aksi takdirde yanlış kurulum durumunda güvenlik riski oluşabilir. [770, 19, 944, 24]
instruction-paragraph: If the external flexible cable or cord of this luminaire is damaged, it shall be exclusively replaced by the manufacturer or his service agent or a similar qualified person in order to avoid a hazard. [10, 117, 254, 126]
instruction-paragraph: Hvis den eksterne fleksible kabelen eller ledningen til denne lampen er skadet, skal den utelukkende skiftes ut av produsenten eller dennes serviceagent eller en tilsvarende kvalifisert person for å unngå fare. [263, 257, 507, 266]
